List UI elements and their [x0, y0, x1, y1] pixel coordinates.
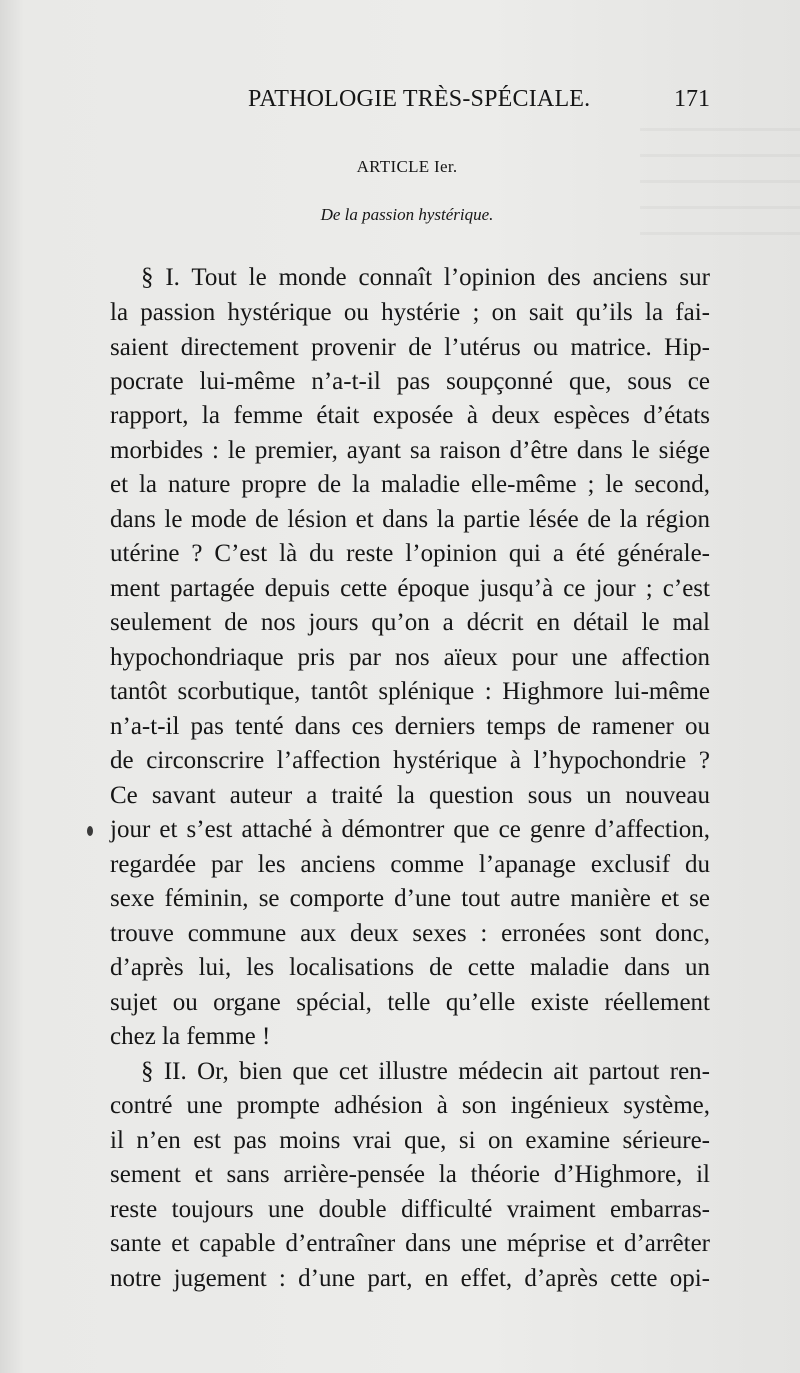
- text-line: seulement de nos jours qu’on a décrit en détail le mal: [110, 609, 710, 636]
- running-title: PATHOLOGIE TRÈS-SPÉCIALE.: [248, 86, 591, 112]
- section-title: De la passion hystérique.: [320, 205, 494, 224]
- text-line: § I. Tout le monde connaît l’opinion des anciens sur: [141, 264, 710, 291]
- text-line: chez la femme !: [110, 1023, 271, 1050]
- text-line: dans le mode de lésion et dans la partie lésée de la région: [110, 506, 710, 533]
- page-number: 171: [674, 86, 710, 112]
- text-line: ment partagée depuis cette époque jusqu’à ce jour ; c’est: [110, 575, 710, 602]
- text-line: d’après lui, les localisations de cette maladie dans un: [110, 954, 710, 981]
- text-line: Ce savant auteur a traité la question sous un nouveau: [110, 782, 710, 809]
- text-line: contré une prompte adhésion à son ingénieux système,: [110, 1092, 710, 1119]
- text-line: de circonscrire l’affection hystérique à l’hypochondrie ?: [110, 747, 710, 774]
- text-line: saient directement provenir de l’utérus ou matrice. Hip-: [110, 334, 710, 361]
- text-line: notre jugement : d’une part, en effet, d’après cette opi-: [110, 1265, 710, 1292]
- text-line: rapport, la femme était exposée à deux espèces d’états: [110, 402, 710, 429]
- running-head: [248, 86, 710, 122]
- bleed-through-texture: [640, 128, 800, 248]
- text-line: reste toujours une double difficulté vraiment embarras-: [110, 1196, 710, 1223]
- text-line: et la nature propre de la maladie elle-même ; le second,: [110, 471, 710, 498]
- text-line: utérine ? C’est là du reste l’opinion qui a été générale-: [110, 540, 710, 567]
- text-line: regardée par les anciens comme l’apanage exclusif du: [110, 851, 710, 878]
- text-line: pocrate lui-même n’a-t-il pas soupçonné que, sous ce: [110, 368, 710, 395]
- text-line: jour et s’est attaché à démontrer que ce genre d’affection,: [110, 816, 710, 843]
- text-line: sujet ou organe spécial, telle qu’elle existe réellement: [110, 989, 710, 1016]
- text-line: sement et sans arrière-pensée la théorie d’Highmore, il: [110, 1161, 710, 1188]
- text-line: § II. Or, bien que cet illustre médecin ait partout ren-: [141, 1058, 710, 1085]
- article-title: ARTICLE Ier.: [356, 157, 458, 176]
- text-line: hypochondriaque pris par nos aïeux pour une affection: [110, 644, 710, 671]
- text-line: la passion hystérique ou hystérie ; on sait qu’ils la fai-: [110, 299, 710, 326]
- text-line: tantôt scorbutique, tantôt splénique : Highmore lui-même: [110, 678, 710, 705]
- text-line: il n’en est pas moins vrai que, si on examine sérieure-: [110, 1127, 710, 1154]
- text-line: n’a-t-il pas tenté dans ces derniers temps de ramener ou: [110, 713, 710, 740]
- text-line: sexe féminin, se comporte d’une tout autre manière et se: [110, 885, 710, 912]
- ink-speck: [87, 826, 93, 836]
- text-line: sante et capable d’entraîner dans une méprise et d’arrêter: [110, 1230, 710, 1257]
- text-line: morbides : le premier, ayant sa raison d’être dans le siége: [110, 437, 710, 464]
- text-line: trouve commune aux deux sexes : erronées sont donc,: [110, 920, 710, 947]
